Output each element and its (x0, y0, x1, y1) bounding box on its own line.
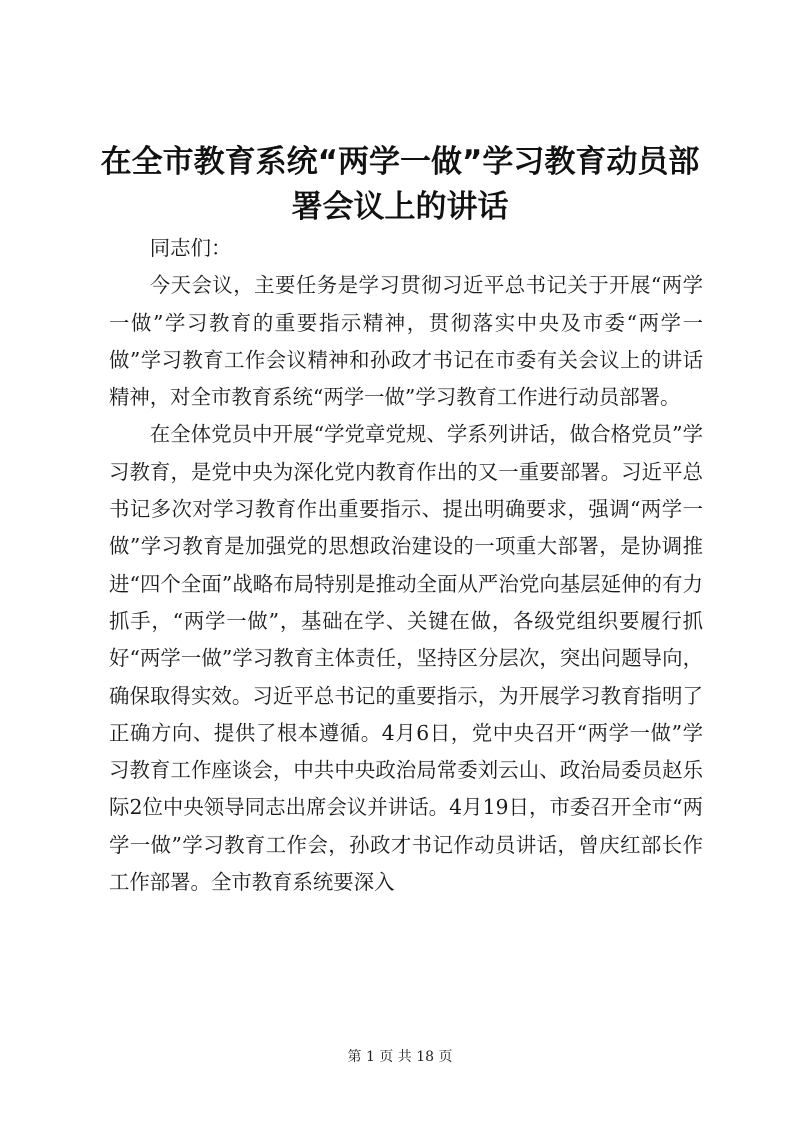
document-title: 在全市教育系统“两学一做”学习教育动员部署会议上的讲话 (100, 144, 700, 225)
page-number-footer: 第 1 页 共 18 页 (347, 1049, 453, 1065)
paragraph-2: 在全体党员中开展“学党章党规、学系列讲话，做合格党员”学习教育，是党中央为深化党内教育作出的又一重要部署。习近平总书记多次对学习教育作出重要指示、提出明确要求，强调“两学一做”学习教育是加强党的思想政治建设的一项重大部署，是协调推进“四个全面”战略布局特别是推动全面从严治党向基层延伸的有力抓手，“两学一做”，基础在学、关键在做，各级党组织要履行抓好“两学一做”学习教育主体责任，坚持区分层次，突出问题导向，确保取得实效。习近平总书记的重要指示，为开展学习教育指明了正确方向、提供了根本遵循。4月6日，党中央召开“两学一做”学习教育工作座谈会，中共中央政治局常委刘云山、政治局委员赵乐际2位中央领导同志出席会议并讲话。4月19日，市委召开全市“两学一做”学习教育工作会，孙政才书记作动员讲话，曾庆红部长作工作部署。全市教育系统要深入 (109, 422, 703, 895)
paragraph-1: 今天会议，主要任务是学习贯彻习近平总书记关于开展“两学一做”学习教育的重要指示精神，贯彻落实中央及市委“两学一做”学习教育工作会议精神和孙政才书记在市委有关会议上的讲话精神，对全市教育系统“两学一做”学习教育工作进行动员部署。 (109, 273, 703, 410)
document-body (109, 230, 703, 901)
salutation: 同志们： (149, 236, 232, 260)
